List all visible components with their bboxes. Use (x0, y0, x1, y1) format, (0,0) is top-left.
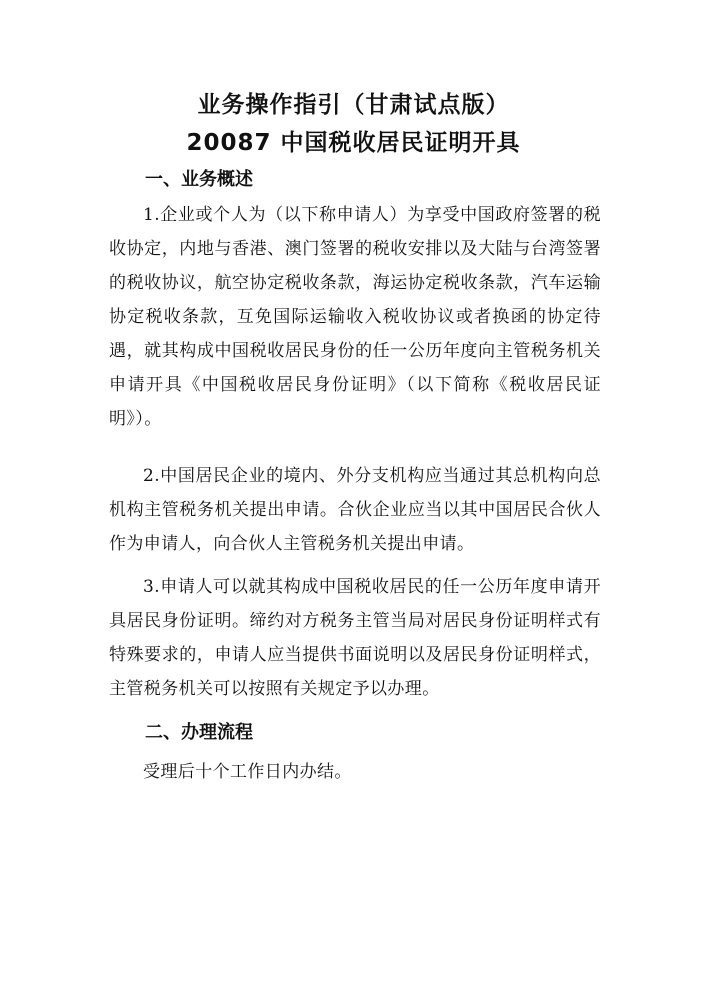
paragraph-2: 2.中国居民企业的境内、外分支机构应当通过其总机构向总机构主管税务机关提出申请。合伙企业应当以其中国居民合伙人作为申请人，向合伙人主管税务机关提出申请。 (109, 466, 601, 554)
document-subtitle: 20087 中国税收居民证明开具 (186, 130, 521, 156)
document-title: 业务操作指引（甘肃试点版） (197, 92, 510, 118)
section-heading-process: 二、办理流程 (145, 722, 253, 743)
section-heading-overview: 一、业务概述 (145, 169, 253, 190)
paragraph-3: 3.申请人可以就其构成中国税收居民的任一公历年度申请开具居民身份证明。缔约对方税务主管当局对居民身份证明样式有特殊要求的，申请人应当提供书面说明以及居民身份证明样式，主管税务机关可以按照有关规定予以办理。 (109, 577, 601, 699)
paragraph-1: 1.企业或个人为（以下称申请人）为享受中国政府签署的税收协定，内地与香港、澳门签署的税收安排以及大陆与台湾签署的税收协议，航空协定税收条款，海运协定税收条款，汽车运输协定税收条款，互免国际运输收入税收协议或者换函的协定待遇，就其构成中国税收居民身份的任一公历年度向主管税务机关申请开具《中国税收居民身份证明》（以下简称《税收居民证明》）。 (109, 205, 601, 429)
paragraph-process: 受理后十个工作日内办结。 (143, 762, 352, 782)
